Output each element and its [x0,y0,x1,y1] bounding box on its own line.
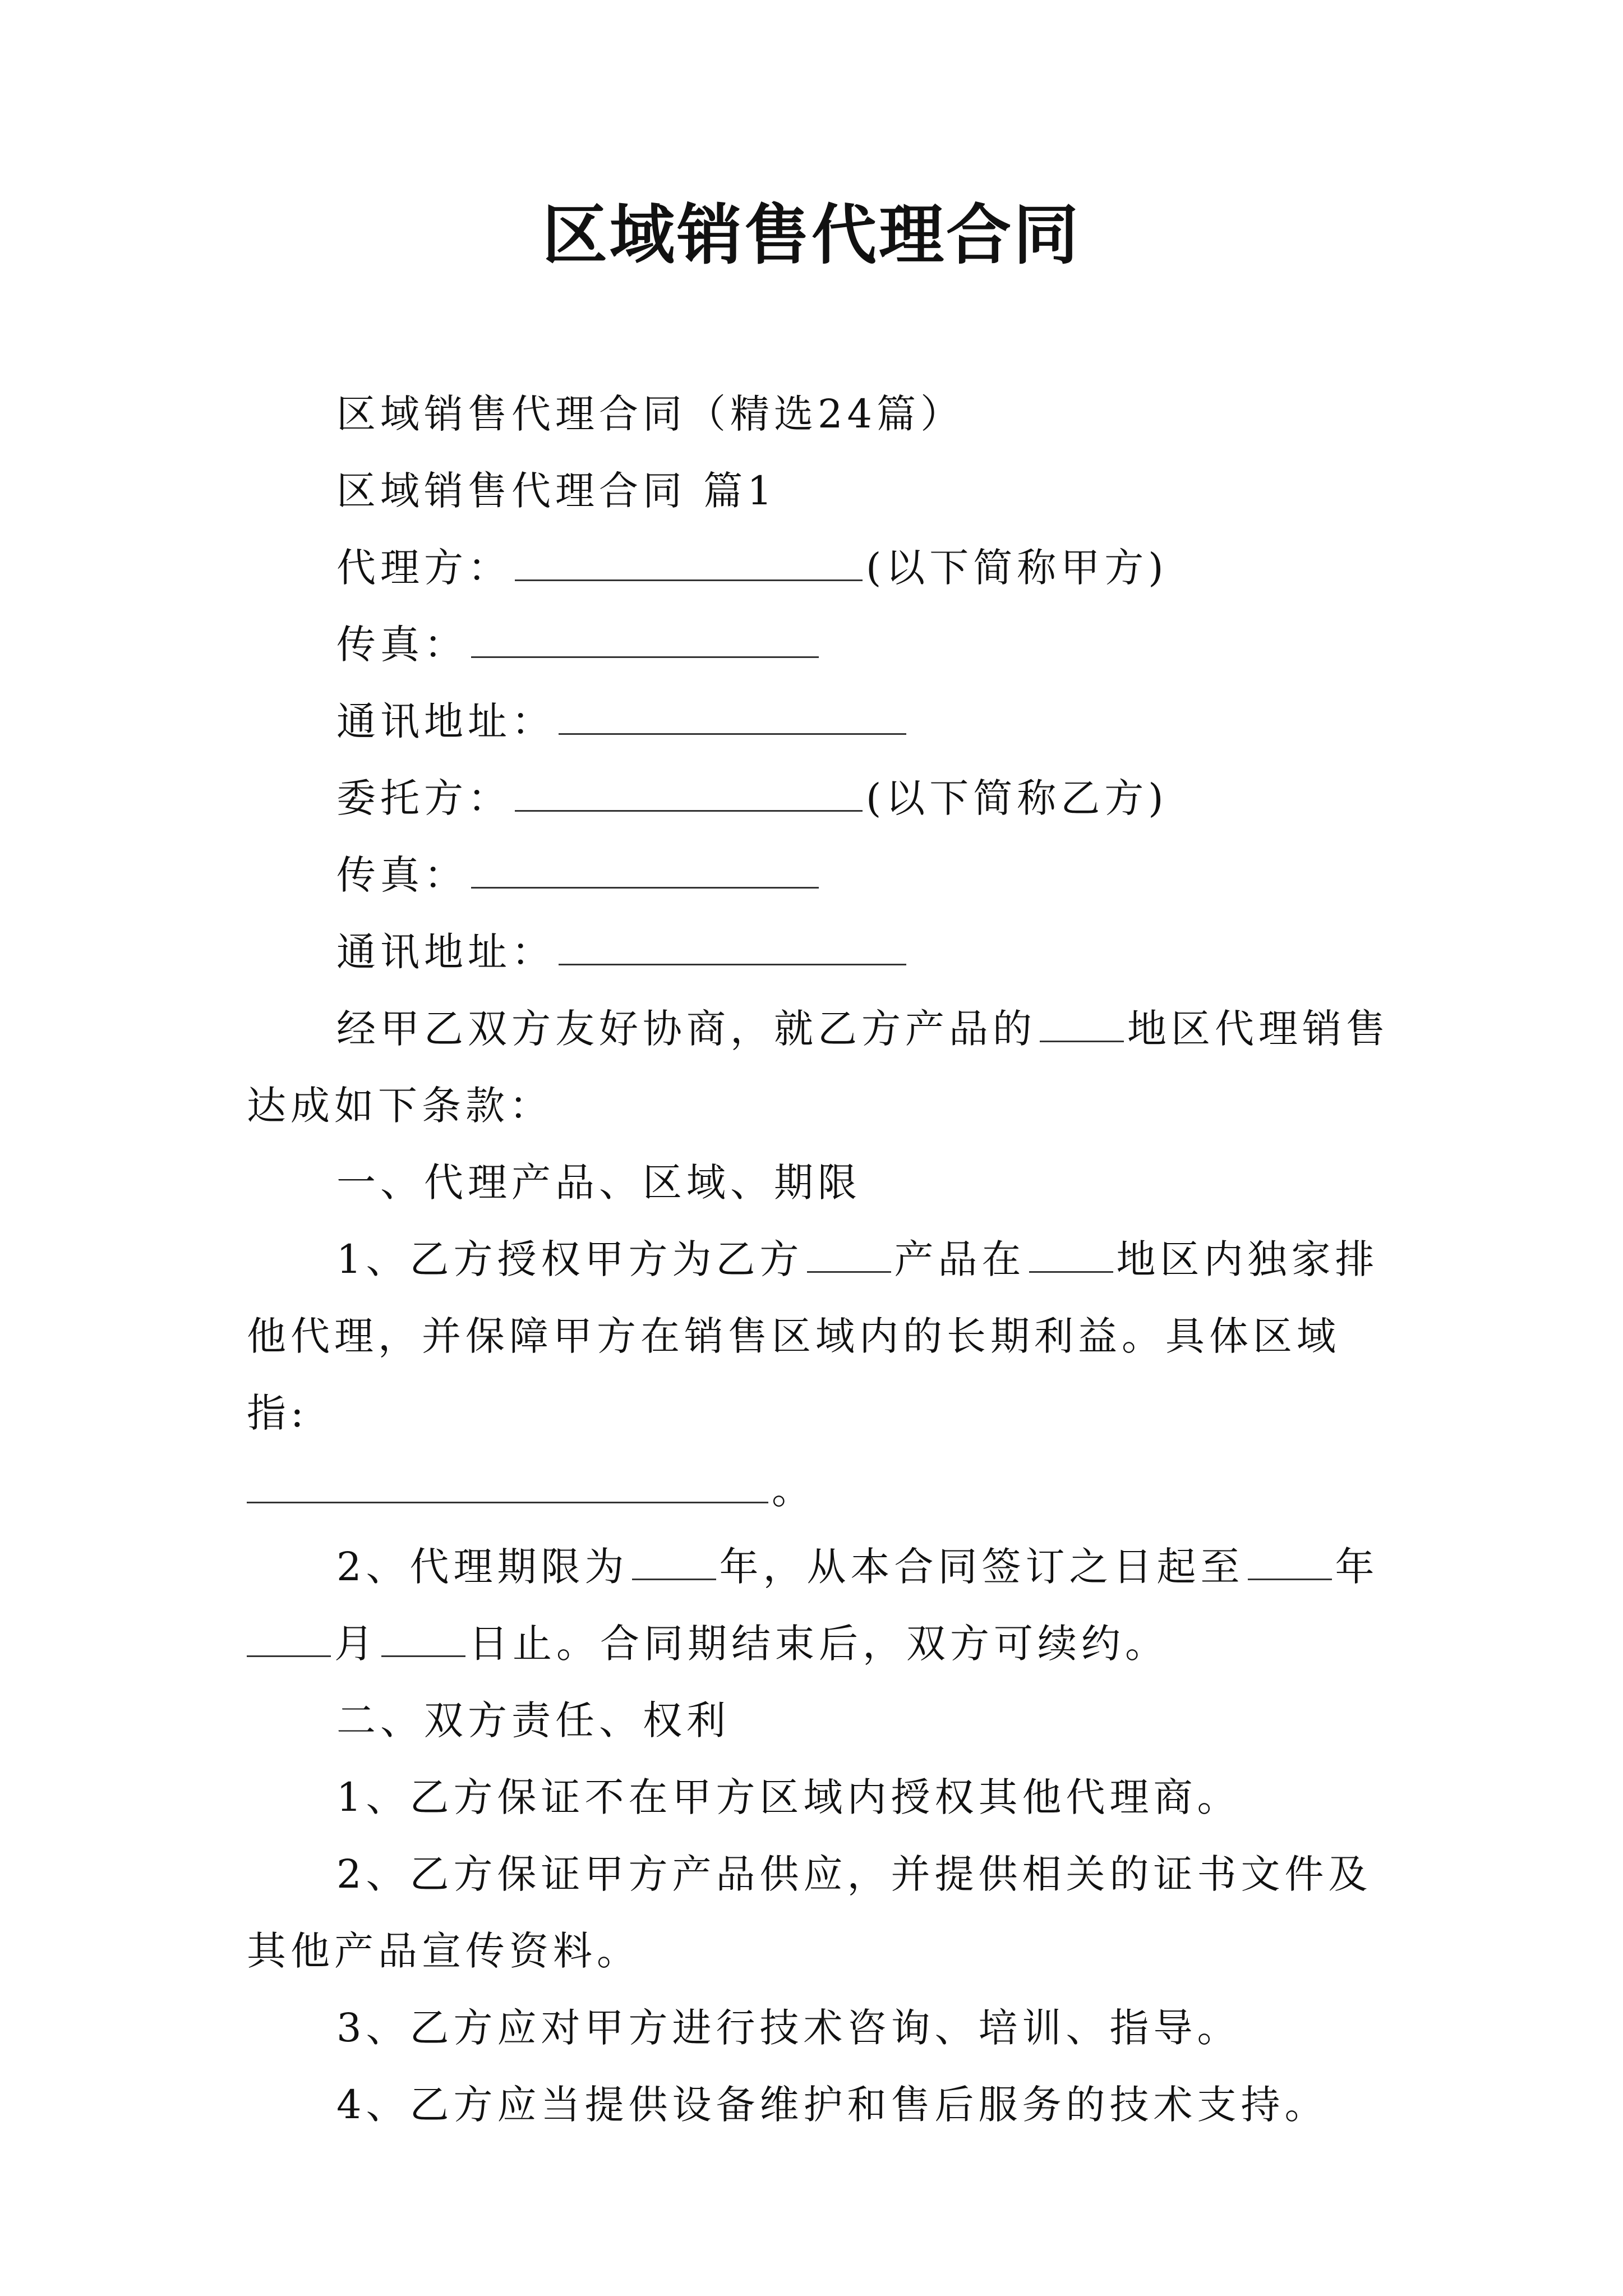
principal-label: 委托方： [336,775,511,821]
principal-line [247,760,1391,837]
c1-2-text-e: 日止。合同期结束后，双方可续约。 [469,1621,1169,1667]
region-blank [1040,1007,1124,1042]
clause2-item4: 4、乙方应当提供设备维护和售后服务的技术支持。 [336,2082,1329,2128]
clause2-heading: 二、双方责任、权利 [336,1697,730,1743]
intro-paragraph [247,991,1391,1144]
product-blank [807,1237,891,1273]
intro-text-a: 经甲乙双方友好协商，就乙方产品的 [336,1006,1036,1052]
c1-1-text-c: 地区内独家排他代理，并保障甲方在销售区域内的长期利益。具体区域指: [247,1236,1379,1436]
clause1-item1-region [247,1452,1391,1529]
agent-line [247,530,1391,606]
c1-2-text-d: 月 [334,1621,378,1667]
address2-blank [559,930,906,965]
address1-line [247,683,1391,760]
principal-blank [515,776,863,812]
end-day-blank [381,1622,465,1657]
agent-blank [515,546,863,581]
c1-1-end: 。 [772,1467,815,1513]
clause1-heading: 一、代理产品、区域、期限 [336,1159,861,1205]
c1-2-text-c: 年 [1335,1544,1379,1590]
years-blank [632,1545,716,1580]
fax2-line [247,837,1391,914]
fax2-blank [471,853,819,889]
intro-text-b: 地区代理销售达成如下条款： [247,1006,1390,1129]
specific-region-blank [247,1468,768,1503]
address2-line [247,914,1391,991]
end-year-blank [1248,1545,1332,1580]
clause2-item2: 2、乙方保证甲方产品供应，并提供相关的证书文件及其他产品宣传资料。 [247,1851,1372,1974]
c1-1-text-a: 1、乙方授权甲方为乙方 [336,1236,804,1282]
fax1-blank [471,623,819,658]
fax1-label: 传真： [336,622,468,668]
address1-label: 通讯地址： [336,698,555,744]
c1-1-text-b: 产品在 [894,1236,1026,1282]
document-title: 区域销售代理合同 [542,197,1081,273]
agent-suffix: (以下简称甲方) [866,545,1168,591]
clause2-item3: 3、乙方应对甲方进行技术咨询、培训、指导。 [336,2005,1241,2051]
area-blank [1029,1237,1113,1273]
c1-2-text-b: 年，从本合同签订之日起至 [719,1544,1244,1590]
agent-label: 代理方： [336,545,511,591]
address2-label: 通讯地址： [336,929,555,975]
end-month-blank [247,1622,331,1657]
address1-blank [559,700,906,735]
document-body [247,376,1391,2143]
section-heading: 区域销售代理合同 篇1 [336,468,777,514]
clause2-item1: 1、乙方保证不在甲方区域内授权其他代理商。 [336,1774,1241,1820]
principal-suffix: (以下简称乙方) [866,775,1168,821]
clause1-item1 [247,1221,1391,1452]
fax2-label: 传真： [336,852,468,898]
clause1-item2 [247,1529,1391,1682]
c1-2-text-a: 2、代理期限为 [336,1544,629,1590]
subtitle: 区域销售代理合同（精选24篇） [336,391,965,437]
fax1-line [247,606,1391,683]
